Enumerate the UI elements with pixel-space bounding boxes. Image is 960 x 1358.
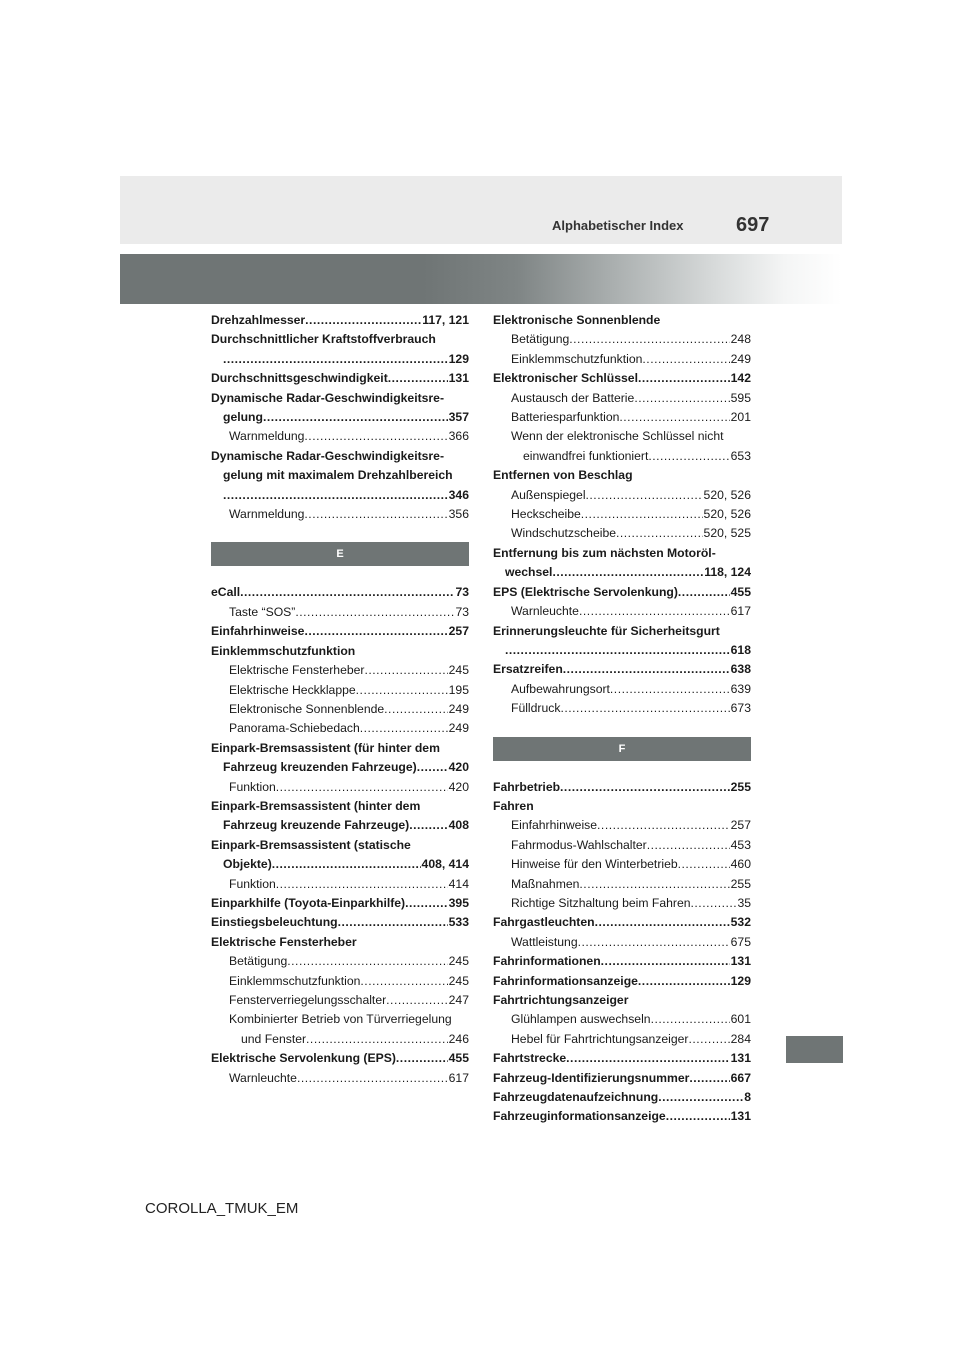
index-subentry: Austausch der Batterie ..... 595: [493, 389, 751, 408]
index-subentry: Hinweise für den Winterbetrieb ..... 460: [493, 855, 751, 874]
index-subentry: Taste “SOS” ..... 73: [211, 603, 469, 622]
index-entry: Durchschnittlicher Kraftstoffverbrauch: [211, 332, 436, 347]
index-subentry: Hebel für Fahrtrichtungsanzeiger ..... 284: [493, 1030, 751, 1049]
index-subentry: Funktion ..... 420: [211, 778, 469, 797]
index-subentry: Batteriesparfunktion ..... 201: [493, 408, 751, 427]
section-header-f: F: [493, 737, 751, 761]
index-subentry: Einklemmschutzfunktion ..... 249: [493, 350, 751, 369]
index-subentry: Panorama-Schiebedach ..... 249: [211, 719, 469, 738]
index-subentry: Wattleistung ..... 675: [493, 933, 751, 952]
index-subentry-continuation: und Fenster ..... 246: [211, 1030, 469, 1049]
index-entry-continuation: gelung mit maximalem Drehzahlbereich: [223, 468, 453, 483]
index-entry: Elektrische Fensterheber: [211, 934, 357, 949]
index-subentry: Warnleuchte ..... 617: [493, 602, 751, 621]
index-entry: Ersatzreifen ..... 638: [493, 660, 751, 679]
index-entry: Einpark-Bremsassistent (hinter dem: [211, 798, 421, 813]
index-subentry: Fülldruck ..... 673: [493, 699, 751, 718]
index-entry: Einstiegsbeleuchtung ..... 533: [211, 913, 469, 932]
index-subentry: Betätigung ..... 245: [211, 952, 469, 971]
index-entry: Fahrzeug-Identifizierungsnummer ..... 667: [493, 1069, 751, 1088]
header-gradient-band: [120, 254, 842, 304]
index-subentry: Heckscheibe ..... 520, 526: [493, 505, 751, 524]
page-number: 697: [736, 214, 770, 236]
section-header-e: E: [211, 542, 469, 566]
index-entry: Fahrinformationsanzeige ..... 129: [493, 972, 751, 991]
index-subentry: Warnmeldung ..... 366: [211, 427, 469, 446]
index-entry: Entfernen von Beschlag: [493, 468, 633, 483]
index-entry-continuation: Fahrzeug kreuzende Fahrzeuge) ..... 408: [211, 816, 469, 835]
index-entry-continuation: ..... 129: [211, 350, 469, 369]
index-entry: Erinnerungsleuchte für Sicherheitsgurt: [493, 623, 720, 638]
index-subentry: Betätigung ..... 248: [493, 330, 751, 349]
index-entry: Durchschnittsgeschwindigkeit ..... 131: [211, 369, 469, 388]
index-entry: EPS (Elektrische Servolenkung) ..... 455: [493, 583, 751, 602]
index-subentry: Kombinierter Betrieb von Türverriegelung: [229, 1012, 452, 1027]
index-entry-continuation: Objekte) ..... 408, 414: [211, 855, 469, 874]
index-subentry: Einklemmschutzfunktion ..... 245: [211, 972, 469, 991]
index-subentry: Außenspiegel ..... 520, 526: [493, 486, 751, 505]
index-entry: Einparkhilfe (Toyota-Einparkhilfe) ..... 395: [211, 894, 469, 913]
index-subentry: Windschutzscheibe ..... 520, 525: [493, 524, 751, 543]
index-subentry-continuation: einwandfrei funktioniert ..... 653: [493, 447, 751, 466]
index-subentry: Warnmeldung ..... 356: [211, 505, 469, 524]
index-entry-continuation: wechsel ..... 118, 124: [493, 563, 751, 582]
index-entry: Drehzahlmesser ..... 117, 121: [211, 311, 469, 330]
index-entry: Fahrtrichtungsanzeiger: [493, 993, 629, 1007]
index-entry-continuation: ..... 346: [211, 486, 469, 505]
index-column-right: [493, 311, 751, 1127]
index-entry: Fahrbetrieb ..... 255: [493, 778, 751, 797]
index-entry: Dynamische Radar-Geschwindigkeitsre-: [211, 448, 444, 463]
index-subentry: Elektrische Fensterheber ..... 245: [211, 661, 469, 680]
index-entry: Fahrtstrecke ..... 131: [493, 1049, 751, 1068]
index-entry: Elektrische Servolenkung (EPS) ..... 455: [211, 1049, 469, 1068]
index-entry: Fahrzeuginformationsanzeige ..... 131: [493, 1107, 751, 1126]
index-subentry: Einfahrhinweise ..... 257: [493, 816, 751, 835]
index-subentry: Richtige Sitzhaltung beim Fahren ..... 35: [493, 894, 751, 913]
index-subentry: Funktion ..... 414: [211, 875, 469, 894]
footer-model-code: COROLLA_TMUK_EM: [145, 1200, 299, 1217]
header-title: Alphabetischer Index: [552, 218, 684, 233]
index-entry: Fahrinformationen ..... 131: [493, 952, 751, 971]
index-subentry: Elektrische Heckklappe ..... 195: [211, 681, 469, 700]
index-entry: Elektronischer Schlüssel ..... 142: [493, 369, 751, 388]
index-subentry: Elektronische Sonnenblende ..... 249: [211, 700, 469, 719]
index-entry: Fahren: [493, 798, 534, 813]
index-entry: Fahrzeugdatenaufzeichnung ..... 8: [493, 1088, 751, 1107]
index-subentry: Glühlampen auswechseln ..... 601: [493, 1010, 751, 1029]
index-entry: Einfahrhinweise ..... 257: [211, 622, 469, 641]
index-entry-continuation: Fahrzeug kreuzenden Fahrzeuge) ..... 420: [211, 758, 469, 777]
index-entry: Elektronische Sonnenblende: [493, 313, 661, 327]
index-entry: Dynamische Radar-Geschwindigkeitsre-: [211, 390, 444, 405]
index-entry: eCall ..... 73: [211, 583, 469, 602]
index-column-left: [211, 311, 469, 1088]
index-entry: Fahrgastleuchten ..... 532: [493, 913, 751, 932]
index-subentry: Aufbewahrungsort ..... 639: [493, 680, 751, 699]
index-entry: Einpark-Bremsassistent (statische: [211, 837, 411, 852]
index-subentry: Fahrmodus-Wahlschalter ..... 453: [493, 836, 751, 855]
index-subentry: Fensterverriegelungsschalter ..... 247: [211, 991, 469, 1010]
index-entry: Einklemmschutzfunktion: [211, 643, 356, 658]
header-box: [120, 176, 842, 244]
index-subentry: Warnleuchte ..... 617: [211, 1069, 469, 1088]
index-subentry: Wenn der elektronische Schlüssel nicht: [511, 429, 724, 444]
index-entry-continuation: ..... 618: [493, 641, 751, 660]
chapter-side-tab: [786, 1036, 843, 1063]
index-subentry: Maßnahmen ..... 255: [493, 875, 751, 894]
index-entry: Einpark-Bremsassistent (für hinter dem: [211, 740, 440, 755]
index-entry-continuation: gelung ..... 357: [211, 408, 469, 427]
index-entry: Entfernung bis zum nächsten Motoröl-: [493, 545, 716, 560]
